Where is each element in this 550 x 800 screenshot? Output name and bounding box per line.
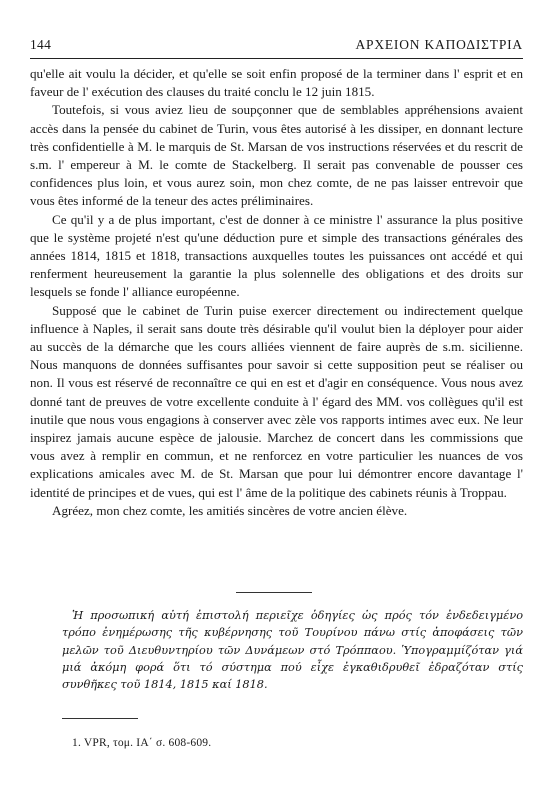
footnote: 1. VPR, τομ. ΙΑ΄ σ. 608-609.	[72, 737, 212, 749]
footnote-rule	[62, 718, 138, 719]
page-header	[30, 37, 523, 57]
running-title: ΑΡΧΕΙΟΝ ΚΑΠΟΔΙΣΤΡΙΑ	[355, 37, 523, 52]
page-number: 144	[30, 37, 52, 52]
paragraph: Ce qu'il y a de plus important, c'est de donner à ce ministre l' assurance la plus positive que le système projeté n'est qu'une déduction pure et simple des transactions générales des années 1814, 1815 et 1818, transactions auxquelles toutes les puissances ont accédé et qui renferment heureusement la garantie la plus solennelle des obligations et des droits sur lesquels se fonde l' alliance européenne.	[30, 211, 523, 300]
paragraph: qu'elle ait voulu la décider, et qu'elle se soit enfin proposé de la terminer dans l' esprit et en faveur de l' exécution des clauses du traité conclu le 12 juin 1815.	[30, 66, 523, 100]
header-rule	[30, 58, 523, 59]
greek-commentary	[62, 607, 523, 693]
paragraph: Toutefois, si vous aviez lieu de soupçonner que de semblables appréhensions avaient accès dans la pensée du cabinet de Turin, vous êtes autorisé à les dissiper, en donnant lecture très confidentielle à M. le marquis de St. Marsan de vos instructions réservées et du rescrit de s.m. l' empereur à M. le comte de Stackelberg. Il serait pas convenable de pousser ces confidences plus loin, et vous aurez soin, mon chez comte, de ne pas laisser entrevoir que vous êtes informé de la teneur des actes préliminaires.	[30, 102, 523, 209]
commentary-paragraph: Ἡ προσωπική αὐτή ἐπιστολή περιεῖχε ὁδηγίες ὡς πρός τόν ἐνδεδειγμένο τρόπο ἐνημέρωσης τῆς κυβέρνησης τοῦ Τουρίνου πάνω στίς ἀποφάσεις τῶν μελῶν τοῦ Διευθυντηρίου τῶν Δυνάμεων στό Τρόππαου. Ὑπογραμμίζόταν γιά μιά ἀκόμη φορά ὅτι τό σύστημα πού εἶχε ἐγκαθιδρυθεῖ ἐδραζόταν στίς συνθῆκες τοῦ 1814, 1815 καί 1818.	[62, 609, 523, 692]
body-text	[30, 65, 523, 520]
paragraph: Agréez, mon chez comte, les amitiés sincères de votre ancien élève.	[52, 502, 408, 518]
paragraph: Supposé que le cabinet de Turin puise exercer directement ou indirectement quelque influence à Naples, il serait sans doute très désirable qu'il voulut bien la déployer pour aider au succès de la démarche que les cours alliées viennent de faire auprès de s.m. sicilienne. Nous manquons de données suffisantes pour savoir si cette supposition peut se réaliser ou non. Il vous est réservé de reconnaître ce qui en est et d'agir en conséquence. Vous nous avez donné tant de preuves de votre excellente conduite à l' égard des MM. vos collègues qu'il est inutile que nous vous engagions à conserver avec zèle vos rapports intimes avec eux. Ne leur inspirez jamais aucune espèce de jalousie. Marchez de concert dans les commissions que vous avez à remplir en commun, et ne renforcez en votre particulier les nuances de vos explications amicales avec M. de St. Marsan que pour lui démontrer encore davantage l' identité de principes et de vues, qui est l' âme de la politique des cabinets réunis à Troppau.	[30, 302, 523, 500]
section-separator	[236, 592, 312, 593]
